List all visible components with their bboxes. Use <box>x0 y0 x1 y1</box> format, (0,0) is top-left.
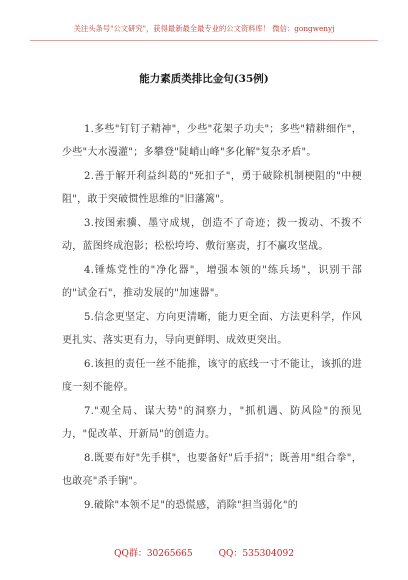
list-item: 5.信念更坚定、方向更清晰，能力更全面、方法更科学，作风更扎实、落实更有力，导向更鲜明、成效更突出。 <box>62 312 362 346</box>
footer-qq-contact: QQ：535304092 <box>218 549 294 559</box>
list-item: 7."观全局、谋大势"的洞察力，"抓机遇、防风险"的预见力，"促改革、开新局"的创造力。 <box>62 406 362 440</box>
page-footer <box>0 546 408 559</box>
list-item: 6.该担的责任一丝不能推，该守的底线一寸不能让，该抓的进度一刻不能停。 <box>62 359 362 393</box>
list-item: 1.多些"钉钉子精神"，少些"花架子功夫"；多些"精耕细作"，少些"大水漫灌"；多攀登"陡峭山峰"多化解"复杂矛盾"。 <box>62 124 362 158</box>
header-divider <box>30 40 378 41</box>
document-title: 能力素质类排比金句(35例) <box>139 73 269 85</box>
list-item: 2.善于解开利益纠葛的"死扣子"，勇于破除机制梗阻的"中梗阻"，敢于突破惯性思维的"旧藩篱"。 <box>62 171 362 205</box>
list-item: 9.破除"本领不足"的恐慌感，消除"担当弱化"的 <box>84 500 298 511</box>
list-item: 4.锤炼党性的"净化器"，增强本领的"练兵场"，识别干部的"试金石"，推动发展的"加速器"。 <box>62 265 362 299</box>
list-item: 8.既要布好"先手棋"，也要备好"后手招"；既善用"组合拳"，也敢亮"杀手锏"。 <box>62 453 362 487</box>
page-header: 关注头条号"公文研究"，获得最新最全最专业的公文资料库！ 微信：gongwenyj <box>73 24 335 33</box>
list-item: 3.按图索骥、墨守成规，创造不了奇迹；拨一拨动、不拨不动，蓝图终成泡影；松松垮垮、敷衍塞责，打不赢攻坚战。 <box>62 218 362 252</box>
document-body <box>62 118 362 518</box>
footer-qq-group: QQ群：30265665 <box>114 549 193 559</box>
